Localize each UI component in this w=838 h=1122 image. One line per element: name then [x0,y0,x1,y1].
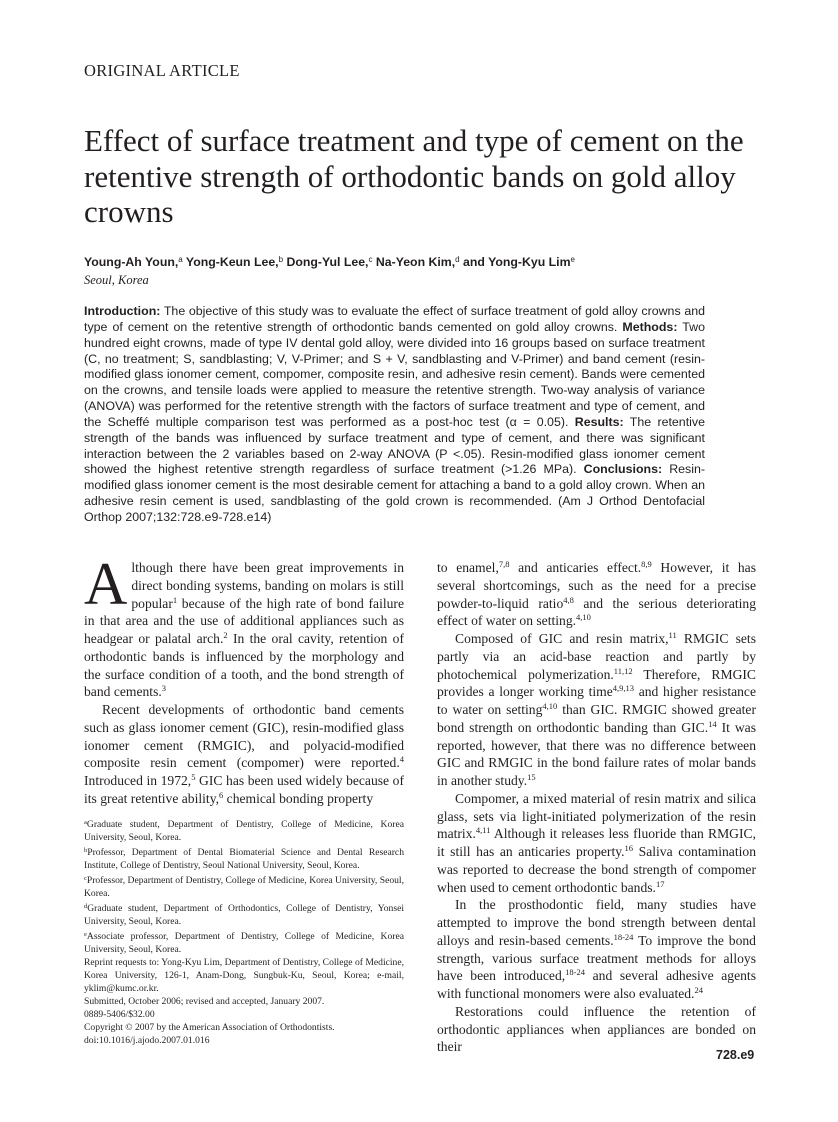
paragraph-text: In the prosthodontic field, many studies have attempted to improve the bond strength between dental alloys and resin-based cements. [437,897,756,948]
footnote-mark: b [84,847,88,854]
paragraph-text: and anticaries effect. [509,560,642,575]
paragraph-text: to enamel, [437,560,499,575]
citation-reference: 2 [223,630,228,640]
citation-reference: 3 [161,683,167,694]
paragraph-text: Recent developments of orthodontic band cements such as glass ionomer cement (GIC), resin-modified glass ionomer cement (RMGIC), and polyacid-modified composite resin cement (compomer) were reported. [84,702,404,771]
author-location: Seoul, Korea [84,273,149,287]
citation-reference: 18-24 [565,967,585,978]
page-number: 728.e9 [716,1048,755,1062]
citation-reference: 4,11 [475,825,491,836]
footnote [84,816,404,844]
citation-reference: 24 [694,985,703,995]
abstract-text: Resin-modified glass ionomer cement is the most desirable cement for attaching a band to a gold alloy crown. When an adhesive resin cement is used, sandblasting of the gold crown is recommended. (Am J Orthod Dentofacial Orthop 2007;132:728.e9-728.e14) [84,462,705,524]
paragraph-text: However, it has several shortcomings, such as the need for a precise powder-to-liquid ratio [437,560,757,611]
footnote-text: Copyright © 2007 by the American Association of Orthodontists. [84,1022,335,1033]
author-name: and Yong-Kyu Lim [459,255,571,269]
footnotes [84,816,404,1047]
footnote-text: Professor, Department of Dentistry, College of Medicine, Korea University, Seoul, Korea. [84,875,404,899]
body-left-column [84,551,405,808]
paragraph [437,1003,756,1056]
paragraph-text: lthough there have been great improvements in direct bonding systems, banding on molars is still popular [131,560,404,611]
citation-reference: 18-24 [613,931,634,942]
paragraph-text: Saliva contamination was reported to decrease the bond strength of compomer when used to cement orthodontic bands. [437,844,756,895]
citation-reference: 1 [172,594,178,605]
citation-reference: 16 [624,843,634,853]
paragraph-text: To improve the bond strength, various surface treatment methods for alloys have been introduced, [437,932,756,984]
paragraph [84,551,405,701]
citation-reference: 4,8 [563,594,574,605]
author-affiliation-mark: d [455,255,460,264]
citation-reference: 14 [708,718,717,729]
footnote-mark: a [84,819,87,826]
paragraph-text: than GIC. RMGIC showed greater bond strength on orthodontic banding than GIC. [437,702,756,735]
citation-reference: 4 [399,754,404,765]
citation-reference: 8,9 [641,559,652,569]
paragraph-text: and several adhesive agents with functional monomers were also evaluated. [437,968,756,1001]
article-title: Effect of surface treatment and type of cement on the retentive strength of orthodontic bands on gold alloy crowns [84,123,744,229]
section-label: ORIGINAL ARTICLE [84,61,240,80]
paragraph-text: RMGIC sets partly via an acid-base reaction and partly by photochemical polymerization. [437,631,756,682]
drop-cap: A [84,551,128,617]
author-name: Dong-Yul Lee, [283,255,369,269]
author-affiliation-mark: c [368,255,373,264]
paragraph-text: Compomer, a mixed material of resin matrix and silica glass, sets via light-initiated polymerization of the resin matrix. [437,790,756,842]
abstract-text: The objective of this study was to evaluate the effect of surface treatment of gold alloy crowns and type of cement on the retentive strength of orthodontic bands cemented on gold alloy crowns. [84,304,705,334]
paragraph-text: Composed of GIC and resin matrix, [455,631,669,646]
footnote-text: Graduate student, Department of Orthodontics, College of Dentistry, Yonsei University, Seoul, Korea. [84,903,404,927]
footnote [84,844,404,872]
paragraph-text: Although it releases less fluoride than RMGIC, it still has an anticaries property. [437,826,756,859]
author-name: Yong-Keun Lee, [182,255,279,269]
abstract-text: Two hundred eight crowns, made of type IV dental gold alloy, were divided into 16 groups based on surface treatment (C, no treatment; S, sandblasting; V, V-Primer; and S + V, sandblasting and V-Primer) and band cement (resin-modified glass ionomer cement, compomer, composite resin, and adhesive resin cement). Bands were cemented on the crowns, and tensile loads were applied to measure the retentive strength. Two-way analysis of variance (ANOVA) was performed for the retentive strength with the factors of surface treatment and type of cement, and the Scheffé multiple comparison test was performed as a post-hoc test (α = 0.05). [84,319,705,429]
footnote-mark: e [84,931,87,938]
footnote [84,956,404,995]
body-right-column [437,559,756,1056]
paragraph-text: Therefore, RMGIC provides a longer working time [437,666,756,700]
citation-reference: 15 [527,772,536,782]
citation-reference: 5 [191,772,196,782]
citation-reference: 7,8 [498,559,510,569]
paragraph-text: GIC has been used widely because of its great retentive ability, [84,773,404,806]
paragraph-text: Restorations could influence the retention of orthodontic appliances when appliances are bonded on their [437,1003,756,1055]
citation-reference: 4,10 [542,701,558,711]
paragraph [437,630,756,790]
footnote-text: Professor, Department of Dental Biomaterial Science and Dental Research Institute, College of Dentistry, Seoul National University, Seoul, Korea. [84,847,404,871]
author-affiliation-mark: a [178,255,183,264]
footnote [84,1008,404,1021]
footnote [84,872,404,900]
abstract-heading: Introduction: [84,304,161,318]
author-name: Young-Ah Youn, [84,255,179,269]
citation-reference: 4,9,13 [612,683,635,694]
paragraph-text: It was reported, however, that there was no difference between GIC and RMGIC in the bond failure rates of molar bands in another study. [437,719,756,788]
citation-reference: 11 [668,630,677,640]
abstract [84,304,705,526]
paragraph [84,701,404,808]
citation-reference: 11,12 [613,665,633,676]
footnote-text: 0889-5406/$32.00 [84,1009,155,1020]
paragraph [437,896,756,1003]
paragraph-text: Introduced in 1972, [84,773,192,788]
footnote [84,1021,404,1034]
author-affiliation-mark: b [278,255,284,264]
footnote-mark: c [84,875,87,882]
footnote-mark: d [84,903,88,910]
author-affiliation-mark: e [570,255,575,264]
footnote [84,1034,404,1047]
citation-reference: 17 [655,878,665,889]
paragraph-text: and higher resistance to water on setting [437,684,756,717]
author-name: Na-Yeon Kim, [372,255,456,269]
footnote-text: Submitted, October 2006; revised and accepted, January 2007. [84,996,325,1007]
footnote-text: Graduate student, Department of Dentistry, College of Medicine, Korea University, Seoul, Korea. [84,819,404,843]
paragraph [437,559,756,630]
footnote [84,995,404,1008]
abstract-heading: Results: [574,414,624,429]
footnote-text: Reprint requests to: Yong-Kyu Lim, Department of Dentistry, College of Medicine, Korea University, 126-1, Anam-Dong, Sungbuk-Ku, Seoul, Korea; e-mail, yklim@kumc.or.kr. [84,957,404,994]
paragraph-text: chemical bonding property [223,790,374,806]
citation-reference: 6 [219,789,224,800]
citation-reference: 4,10 [576,612,591,623]
footnote [84,928,404,956]
paragraph-text: because of the high rate of bond failure in that area and the use of additional appliances such as headgear or palatal arch. [84,595,404,646]
paragraph-text: and the serious deteriorating effect of water on setting. [437,595,757,629]
abstract-heading: Methods: [622,319,678,334]
footnote-text: doi:10.1016/j.ajodo.2007.01.016 [84,1035,210,1046]
abstract-text: The retentive strength of the bands was influenced by surface treatment and type of cement, and there was significant interaction between the 2 variables based on 2-way ANOVA (P <.05). Resin-modified glass ionomer cement showed the highest retentive strength regardless of surface treatment (>1.26 MPa). [84,414,705,477]
paragraph-text: In the oral cavity, retention of orthodontic bands is influenced by the morphology and the surface condition of a tooth, and the bond strength of band cements. [84,631,405,700]
footnote-text: Associate professor, Department of Dentistry, College of Medicine, Korea University, Seoul, Korea. [84,931,404,955]
footnote [84,900,404,928]
author-list [84,255,575,269]
paragraph [437,790,756,897]
abstract-heading: Conclusions: [583,462,663,477]
